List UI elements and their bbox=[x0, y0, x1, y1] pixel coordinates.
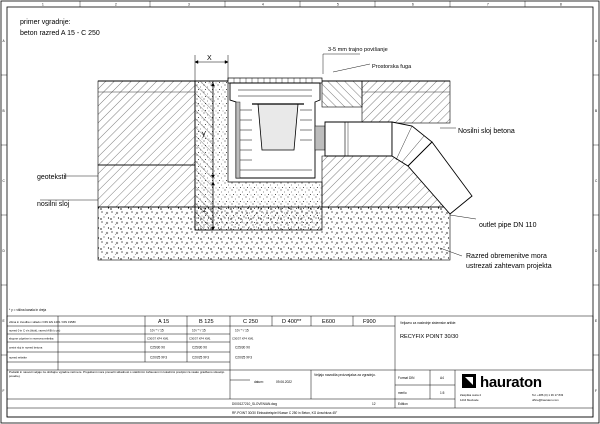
scale-label: merilo bbox=[398, 391, 407, 395]
date-label: datum: bbox=[254, 380, 264, 384]
spec-cell: C25/30 X0 bbox=[192, 345, 208, 350]
spec-col-header: D 400** bbox=[282, 319, 302, 325]
grid-row-label: C bbox=[2, 179, 5, 183]
notes-text: Podatki in nasveti veljajo za običajne vgradne razmere. Projektant mora preveriti skladnost s statičnimi zahtevami in lokalnimi predpisi za vsako gradbeno situacijo posebej. bbox=[9, 370, 225, 378]
geotextile-base-layer bbox=[98, 165, 195, 207]
dimension-z-label: z bbox=[203, 207, 207, 214]
spec-col-header: F900 bbox=[363, 319, 376, 325]
spec-row-label: razred rešetke bbox=[9, 355, 27, 360]
grid-row-label: A bbox=[2, 39, 5, 43]
grid-row-label: B bbox=[595, 109, 598, 113]
spec-cell: C30/37 XF4 XM1 bbox=[232, 336, 254, 341]
silt-bucket bbox=[258, 104, 298, 150]
scale-value: 1:5 bbox=[440, 391, 445, 395]
callout-reinforcement-line1: Razred obremenitve mora bbox=[466, 253, 547, 260]
grating bbox=[228, 78, 322, 83]
date-value: 09.06.2022 bbox=[276, 380, 292, 384]
spec-row-label: cestni sloj in razred betona bbox=[9, 345, 43, 350]
grid-col-label: 1 bbox=[42, 2, 44, 7]
cross-section bbox=[98, 55, 472, 260]
callout-joint: Prostorska fuga bbox=[372, 64, 412, 70]
grid-column-markers bbox=[42, 1, 562, 7]
product-name: RECYFIX POINT 30/30 bbox=[400, 334, 459, 340]
grid-col-label: 2 bbox=[115, 2, 117, 7]
grid-col-label: 4 bbox=[262, 2, 264, 7]
grid-row-label: D bbox=[2, 249, 5, 253]
spec-col-header: E600 bbox=[322, 319, 336, 325]
grid-row-label: E bbox=[2, 319, 5, 323]
grid-col-label: 6 bbox=[412, 2, 414, 7]
format-label: Format DIN bbox=[398, 376, 415, 380]
spec-cell: 10 / * / 15 bbox=[192, 328, 206, 333]
spec-cell: C25/30 X0 bbox=[235, 345, 251, 350]
title-block bbox=[7, 316, 593, 417]
spec-cell: C30/37 XF4 XM1 bbox=[147, 336, 169, 341]
callout-concrete-layer: Nosilni sloj betona bbox=[458, 128, 515, 135]
callout-outlet: outlet pipe DN 110 bbox=[479, 222, 537, 229]
spec-cell: C25/30 X0 bbox=[150, 345, 166, 350]
grid-row-label: F bbox=[595, 389, 597, 393]
drain-outlet-stub bbox=[315, 126, 325, 150]
callout-geotextile: geotekstil bbox=[37, 174, 67, 181]
company-address-line2: 1216 Medvode bbox=[460, 398, 479, 402]
grid-row-label: A bbox=[595, 39, 598, 43]
outlet-pipe-straight bbox=[325, 122, 392, 156]
grid-row-label: F bbox=[2, 389, 5, 393]
product-heading: Veljavno za naslednje sistemske artikle: bbox=[400, 321, 457, 325]
format-value: A4 bbox=[440, 376, 444, 380]
drawing-description: RF-POINT 30/30 Einbaubeispiel Klasse C 250 in Beton, KG Anschluss 45° bbox=[232, 411, 338, 415]
spec-row-label: skupne odprtine in rezervna rešetka bbox=[9, 336, 54, 341]
company-email: office@hauraton.com bbox=[532, 398, 559, 402]
validity-note: Veljajo navodila proizvajalca za vgradnjo. bbox=[314, 373, 376, 377]
grid-col-label: 5 bbox=[337, 2, 339, 7]
company-logo bbox=[462, 374, 542, 391]
grid-row-label: E bbox=[595, 319, 598, 323]
concrete-slab-right bbox=[362, 81, 450, 123]
callout-base-layer: nosilni sloj bbox=[37, 201, 70, 208]
drawing-number: D000127210_SLOVENIAN.dwg bbox=[232, 402, 278, 406]
dimension-x-label: X bbox=[207, 55, 212, 62]
grid-col-label: 3 bbox=[188, 2, 190, 7]
spec-cell: C20/25 XF3 bbox=[235, 355, 253, 360]
concrete-top-right bbox=[322, 81, 362, 107]
drawing-title-line1: primer vgradnje: bbox=[20, 19, 71, 26]
dimension-y-label: y bbox=[202, 131, 206, 138]
spec-col-header: B 125 bbox=[199, 319, 214, 325]
spec-cell: C30/37 XF4 XM1 bbox=[189, 336, 211, 341]
concrete-slab-left bbox=[98, 81, 195, 165]
spec-cell: C20/25 XF3 bbox=[192, 355, 210, 360]
spec-cell: 10 / * / 15 bbox=[235, 328, 249, 333]
company-name: hauraton bbox=[480, 374, 542, 391]
edition-label: Edition bbox=[398, 402, 408, 406]
company-phone: Tel. +386 (0) 1 36 17 833 bbox=[532, 393, 564, 397]
sheet-number: 12 bbox=[372, 402, 376, 406]
spec-row-label: višina in izvedba v skladu z DIN EN 1433 / DIN 19580 bbox=[9, 320, 76, 324]
company-address-line1: Zasipška cesta 4 bbox=[460, 393, 481, 397]
grid-col-label: 8 bbox=[560, 2, 562, 7]
grid-row-label: C bbox=[595, 179, 598, 183]
drawing-title-line2: beton razred A 15 - C 250 bbox=[20, 30, 100, 37]
notes-box bbox=[8, 370, 228, 399]
callout-reinforcement-line2: ustrezati zahtevam projekta bbox=[466, 263, 552, 270]
grid-row-label: D bbox=[595, 249, 598, 253]
spec-row-label: razred 0 in C v/s (blok), razred A/B (v cm) bbox=[9, 328, 61, 333]
spec-col-header: C 250 bbox=[243, 319, 258, 325]
drain-side-wall-left bbox=[236, 102, 240, 178]
grid-row-label: B bbox=[2, 109, 5, 113]
validity-box bbox=[312, 371, 394, 398]
grid-col-label: 7 bbox=[487, 2, 489, 7]
spec-cell: 10 / * / 15 bbox=[150, 328, 164, 333]
spec-cell: C20/25 XF3 bbox=[150, 355, 168, 360]
callout-surface-offset: 3-5 mm trajno povišanje bbox=[328, 47, 388, 53]
spec-col-header: A 15 bbox=[158, 319, 170, 325]
footnote: * y = višina kanala in dreja bbox=[9, 308, 47, 312]
